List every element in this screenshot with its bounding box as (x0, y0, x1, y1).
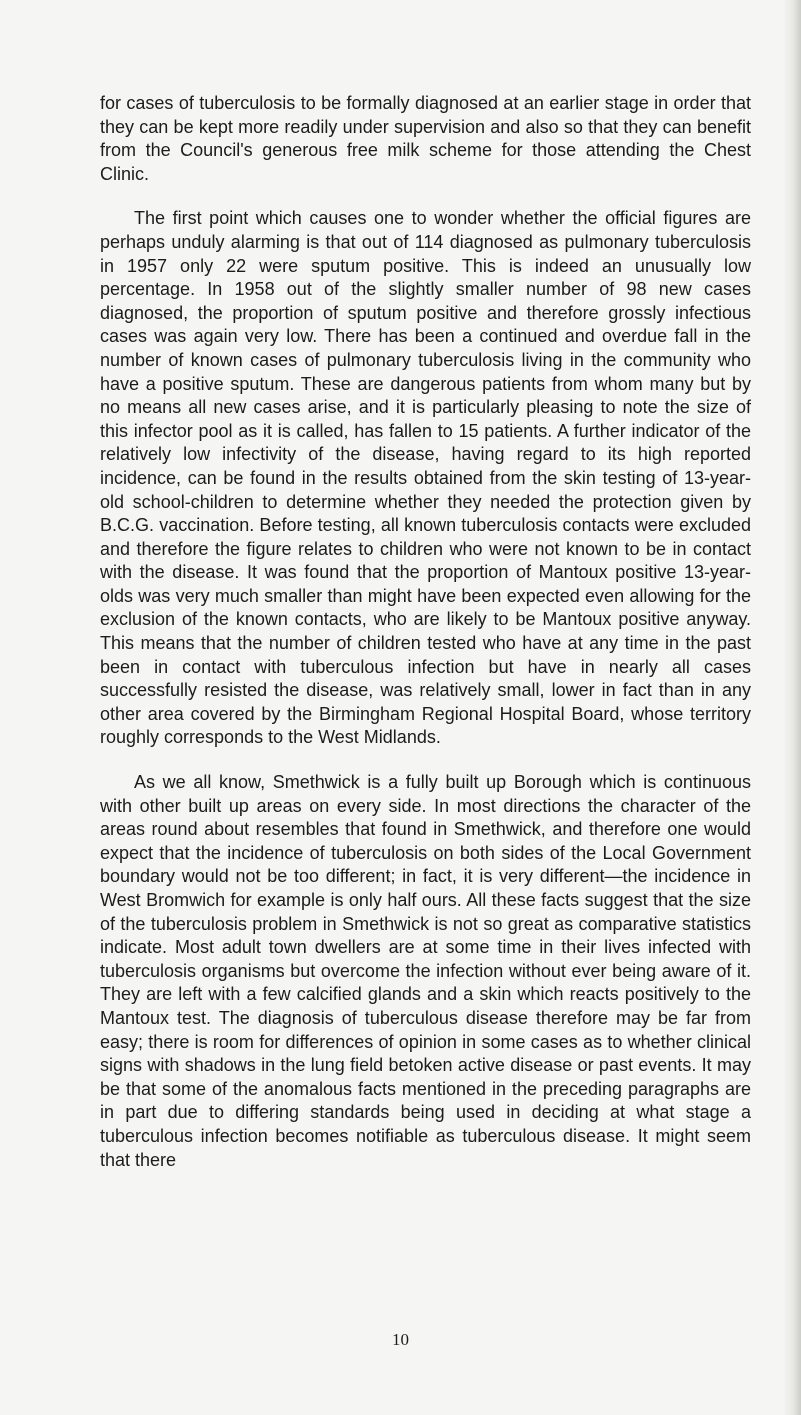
page-number: 10 (392, 1330, 409, 1349)
page-edge-shadow (783, 0, 801, 1415)
paragraph-sputum-statistics: The first point which causes one to wonder whether the official figures are perhaps unduly alarming is that out of 114 diagnosed as pulmonary tuberculosis in 1957 only 22 were sputum positive. This is indeed an unusually low percentage. In 1958 out of the slightly smaller number of 98 new cases diagnosed, the proportion of sputum positive and therefore grossly infectious cases was again very low. There has been a continued and overdue fall in the number of known cases of pulmonary tuberculosis living in the community who have a positive sputum. These are dangerous patients from whom many but by no means all new cases arise, and it is particularly pleasing to note the size of this infector pool as it is called, has fallen to 15 patients. A further indicator of the relatively low infectivity of the disease, having regard to its high reported incidence, can be found in the results obtained from the skin testing of 13-year-old school-children to determine whether they needed the protection given by B.C.G. vaccination. Before testing, all known tuberculosis contacts were excluded and therefore the figure relates to children who were not known to be in contact with the disease. It was found that the proportion of Mantoux positive 13-year-olds was very much smaller than might have been expected even allowing for the exclusion of the known contacts, who are likely to be Mantoux positive anyway. This means that the number of children tested who have at any time in the past been in contact with tuberculous infection but have in nearly all cases successfully resisted the disease, was relatively small, lower in fact than in any other area covered by the Birmingham Regional Hospital Board, whose territory roughly corresponds to the West Midlands. (100, 208, 751, 748)
paragraph-smethwick-comparison: As we all know, Smethwick is a fully built up Borough which is continuous with other built up areas on every side. In most directions the character of the areas round about resembles that found in Smethwick, and therefore one would expect that the incidence of tuberculosis on both sides of the Local Government boundary would not be too different; in fact, it is very different—the incidence in West Bromwich for example is only half ours. All these facts suggest that the size of the tuberculosis problem in Smethwick is not so great as comparative statistics indicate. Most adult town dwellers are at some time in their lives infected with tuberculosis organisms but overcome the infection without ever being aware of it. They are left with a few calcified glands and a skin which reacts positively to the Mantoux test. The diagnosis of tuberculous disease therefore may be far from easy; there is room for differences of opinion in some cases as to whether clinical signs with shadows in the lung field betoken active disease or past events. It may be that some of the anomalous facts mentioned in the preceding paragraphs are in part due to differing standards being used in deciding at what stage a tuberculous infection becomes notifiable as tuberculous disease. It might seem that there (100, 772, 751, 1170)
body-text (100, 92, 751, 1172)
paragraph-continuation: for cases of tuberculosis to be formally diagnosed at an earlier stage in order that they can be kept more readily under supervision and also so that they can benefit from the Council's generous free milk scheme for those attending the Chest Clinic. (100, 93, 751, 184)
